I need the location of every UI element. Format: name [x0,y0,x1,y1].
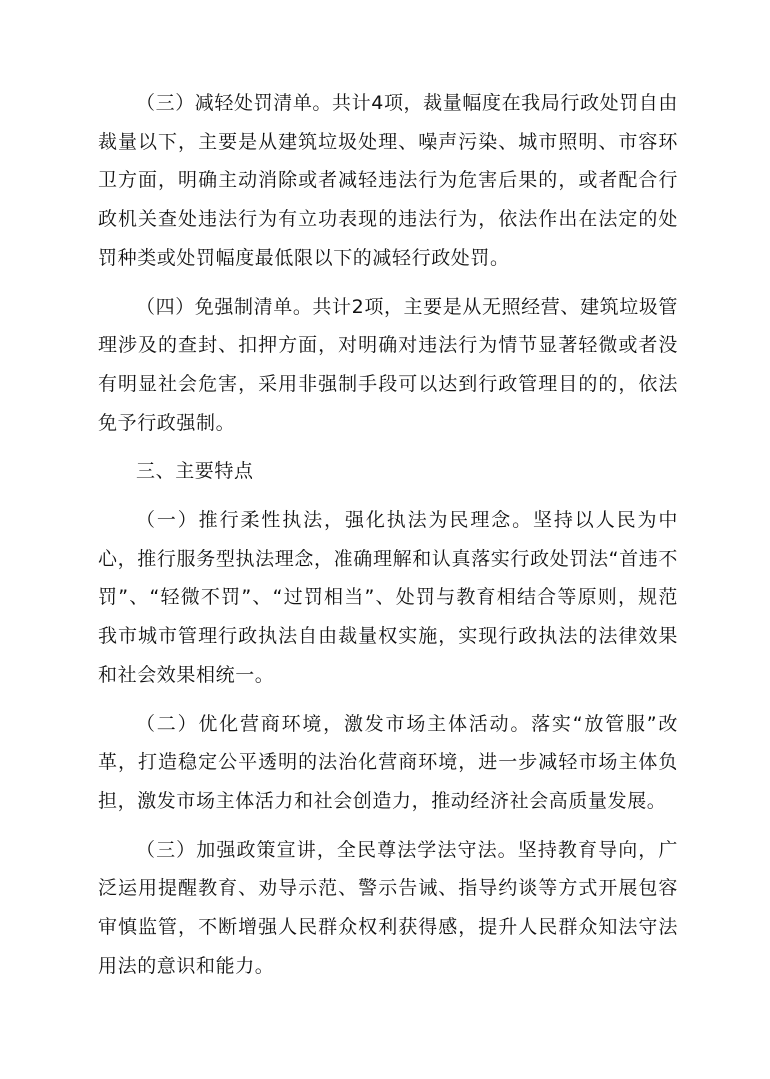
paragraph-feature-business-environment: （二）优化营商环境，激发市场主体活动。落实“放管服”改革，打造稳定公平透明的法治化营商环境，进一步减轻市场主体负担，激发市场主体活力和社会创造力，推动经济社会高质量发展。 [98,712,678,812]
document-body [98,84,678,995]
paragraph-feature-flexible-enforcement: （一）推行柔性执法，强化执法为民理念。坚持以人民为中心，推行服务型执法理念，准确理解和认真落实行政处罚法“首违不罚”、“轻微不罚”、“过罚相当”、处罚与教育相结合等原则，规范我市城市管理行政执法自由裁量权实施，实现行政执法的法律效果和社会效果相统一。 [98,509,678,686]
paragraph-feature-policy-promotion: （三）加强政策宣讲，全民尊法学法守法。坚持教育导向，广泛运用提醒教育、劝导示范、警示告诫、指导约谈等方式开展包容审慎监管，不断增强人民群众权利获得感，提升人民群众知法守法用法的意识和能力。 [98,838,678,977]
paragraph-exempt-enforcement-list: （四）免强制清单。共计2项，主要是从无照经营、建筑垃圾管理涉及的查封、扣押方面，对明确对违法行为情节显著轻微或者没有明显社会危害，采用非强制手段可以达到行政管理目的的，依法免予行政强制。 [98,295,678,434]
section-heading-main-features: 三、主要特点 [136,460,254,483]
paragraph-reduced-penalty-list: （三）减轻处罚清单。共计4项，裁量幅度在我局行政处罚自由裁量以下，主要是从建筑垃圾处理、噪声污染、城市照明、市容环卫方面，明确主动消除或者减轻违法行为危害后果的，或者配合行政机关查处违法行为有立功表现的违法行为，依法作出在法定的处罚种类或处罚幅度最低限以下的减轻行政处罚。 [98,92,678,269]
